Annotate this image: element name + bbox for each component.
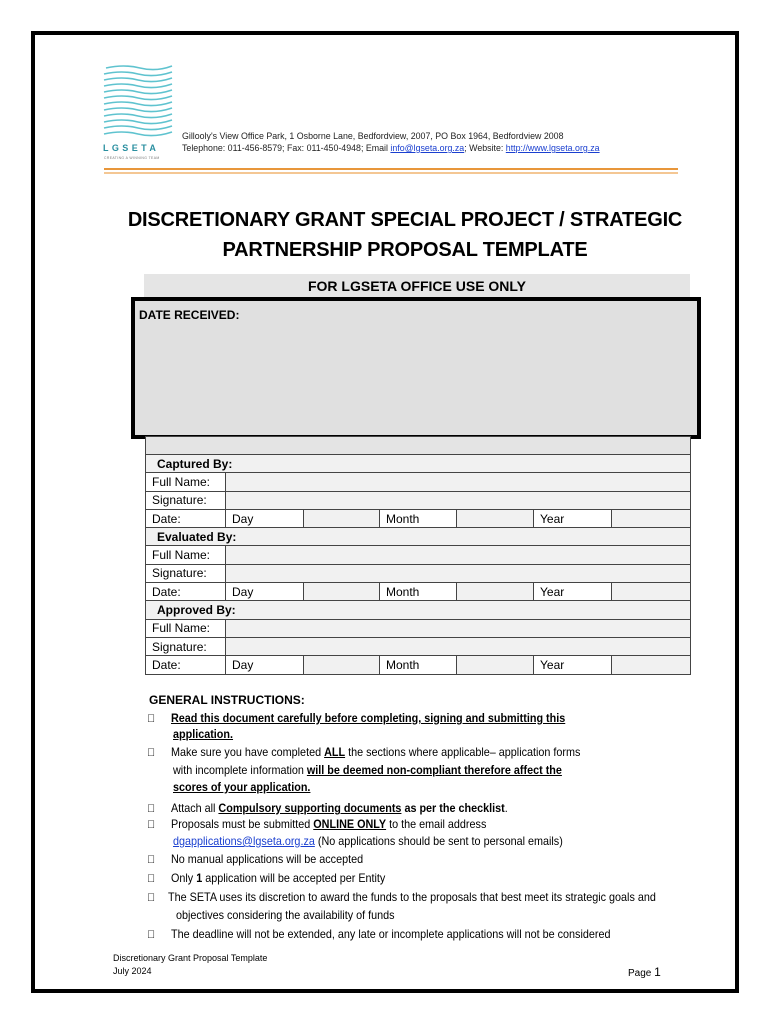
approved-day-field[interactable]: [304, 656, 380, 674]
year-label: Year: [534, 583, 612, 601]
instruction-4-cont: dgapplications@lgseta.org.za (No applications should be sent to personal emails): [173, 834, 563, 848]
instruction-4: Proposals must be submitted ONLINE ONLY to the email address: [171, 817, 487, 831]
year-label: Year: [534, 509, 612, 527]
evaluated-signature-field[interactable]: [226, 564, 691, 582]
table-spacer-row: [146, 437, 691, 455]
instruction-6: Only 1 application will be accepted per Entity: [171, 871, 386, 885]
date-received-label: DATE RECEIVED:: [139, 308, 240, 322]
full-name-label: Full Name:: [146, 546, 226, 564]
instruction-7: The SETA uses its discretion to award the funds to the proposals that best meet its strategic goals and: [168, 890, 656, 904]
bullet-icon: [147, 803, 155, 815]
day-label: Day: [226, 583, 304, 601]
approved-month-field[interactable]: [457, 656, 534, 674]
bullet-icon: [147, 892, 155, 904]
bullet-icon: [147, 929, 155, 941]
approved-year-field[interactable]: [612, 656, 691, 674]
approved-full-name-field[interactable]: [226, 619, 691, 637]
bullet-icon: [147, 713, 155, 725]
office-use-form-table: [145, 436, 691, 675]
letterhead-rule-light: [104, 172, 678, 174]
captured-year-field[interactable]: [612, 509, 691, 527]
footer-date: July 2024: [113, 966, 152, 976]
contact-line: Telephone: 011-456-8579; Fax: 011-450-4948; Email info@lgseta.org.za; Website: http://www.lgseta.org.za: [182, 143, 600, 154]
evaluated-day-field[interactable]: [304, 583, 380, 601]
instruction-2-cont: with incomplete information will be deemed non-compliant therefore affect the: [173, 763, 562, 777]
logo-wordmark: LGSETA: [103, 143, 160, 153]
office-use-heading: FOR LGSETA OFFICE USE ONLY: [144, 274, 690, 298]
logo-tagline: CREATING A WINNING TEAM: [104, 156, 160, 160]
month-label: Month: [380, 509, 457, 527]
year-label: Year: [534, 656, 612, 674]
bullet-icon: [147, 873, 155, 885]
instruction-1: Read this document carefully before completing, signing and submitting this: [171, 711, 566, 725]
instruction-1-cont: application.: [173, 727, 234, 741]
approved-signature-field[interactable]: [226, 637, 691, 655]
email-link[interactable]: info@lgseta.org.za: [390, 143, 465, 154]
bullet-icon: [147, 747, 155, 759]
address-line: Gillooly's View Office Park, 1 Osborne Lane, Bedfordview, 2007, PO Box 1964, Bedfordview 2008: [182, 131, 564, 142]
website-link[interactable]: http://www.lgseta.org.za: [505, 143, 600, 154]
date-label: Date:: [146, 583, 226, 601]
bullet-icon: [147, 854, 155, 866]
instruction-5: No manual applications will be accepted: [171, 852, 364, 866]
day-label: Day: [226, 509, 304, 527]
instruction-3: Attach all Compulsory supporting documents as per the checklist.: [171, 801, 508, 815]
bullet-icon: [147, 819, 155, 831]
signature-label: Signature:: [146, 491, 226, 509]
date-label: Date:: [146, 656, 226, 674]
letterhead-rule: [104, 168, 678, 170]
footer-doc-name: Discretionary Grant Proposal Template: [113, 953, 268, 963]
signature-label: Signature:: [146, 564, 226, 582]
evaluated-year-field[interactable]: [612, 583, 691, 601]
section-evaluated-by: Evaluated By:: [146, 528, 691, 546]
instruction-2: Make sure you have completed ALL the sections where applicable– application forms: [171, 745, 581, 759]
document-title-line2: PARTNERSHIP PROPOSAL TEMPLATE: [222, 239, 588, 261]
full-name-label: Full Name:: [146, 619, 226, 637]
signature-label: Signature:: [146, 637, 226, 655]
section-captured-by: Captured By:: [146, 455, 691, 473]
date-label: Date:: [146, 509, 226, 527]
captured-signature-field[interactable]: [226, 491, 691, 509]
day-label: Day: [226, 656, 304, 674]
section-approved-by: Approved By:: [146, 601, 691, 619]
captured-full-name-field[interactable]: [226, 473, 691, 491]
full-name-label: Full Name:: [146, 473, 226, 491]
instructions-heading: GENERAL INSTRUCTIONS:: [149, 693, 305, 707]
evaluated-full-name-field[interactable]: [226, 546, 691, 564]
instruction-2-cont2: scores of your application.: [173, 780, 311, 794]
month-label: Month: [380, 583, 457, 601]
instruction-7-cont: objectives considering the availability of funds: [176, 908, 395, 922]
evaluated-month-field[interactable]: [457, 583, 534, 601]
captured-month-field[interactable]: [457, 509, 534, 527]
page-number: Page 1: [628, 965, 661, 979]
dgapplications-email-link[interactable]: dgapplications@lgseta.org.za: [173, 834, 315, 848]
document-title-line1: DISCRETIONARY GRANT SPECIAL PROJECT / STRATEGIC: [127, 209, 683, 231]
captured-day-field[interactable]: [304, 509, 380, 527]
instruction-8: The deadline will not be extended, any late or incomplete applications will not be considered: [171, 927, 611, 941]
month-label: Month: [380, 656, 457, 674]
